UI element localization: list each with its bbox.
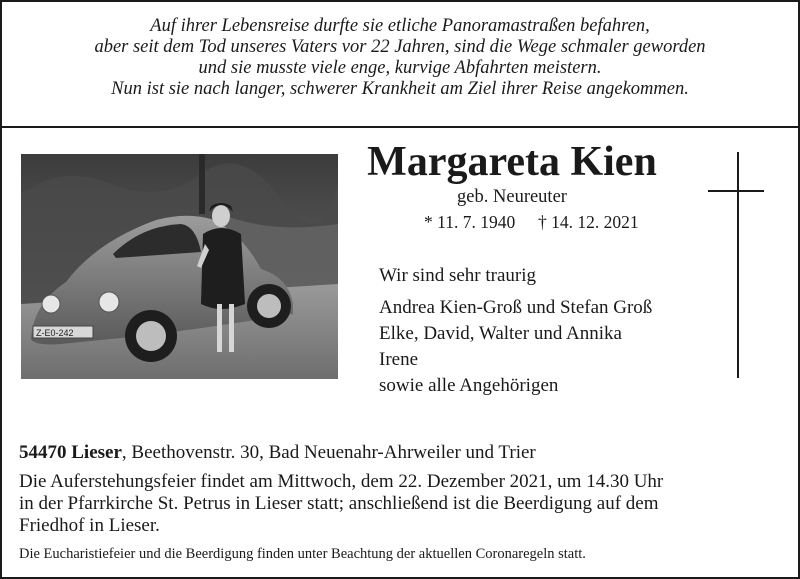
service-line: Die Auferstehungsfeier findet am Mittwoch, dem 22. Dezember 2021, um 14.30 Uhr xyxy=(19,471,664,492)
poem-line: Nun ist sie nach langer, schwerer Krankheit am Ziel ihrer Reise angekommen. xyxy=(111,79,689,99)
mourner-name: Irene xyxy=(379,349,419,370)
service-line: in der Pfarrkirche St. Petrus in Lieser statt; anschließend ist die Beerdigung auf dem xyxy=(19,493,659,514)
poem-line: und sie musste viele enge, kurvige Abfahrten meistern. xyxy=(198,58,602,78)
mourner-name: sowie alle Angehörigen xyxy=(379,375,559,396)
birth-name: geb. Neureuter xyxy=(457,187,567,207)
death-date: † 14. 12. 2021 xyxy=(537,212,639,232)
life-dates xyxy=(424,211,639,233)
postal-city: 54470 Lieser xyxy=(19,442,122,463)
poem-line: aber seit dem Tod unseres Vaters vor 22 Jahren, sind die Wege schmaler geworden xyxy=(94,37,706,57)
service-line: Friedhof in Lieser. xyxy=(19,515,160,536)
vintage-car-photo xyxy=(21,154,338,379)
funeral-service-info xyxy=(19,471,794,537)
poem xyxy=(0,16,800,100)
covid-note: Die Eucharistiefeier und die Beerdigung finden unter Beachtung der aktuellen Coronaregeln statt. xyxy=(19,546,586,562)
address-rest: , Beethovenstr. 30, Bad Neuenahr-Ahrweiler und Trier xyxy=(121,442,536,463)
section-divider xyxy=(0,126,800,128)
mourner-name: Andrea Kien-Groß und Stefan Groß xyxy=(379,297,653,318)
mourner-name: Elke, David, Walter und Annika xyxy=(379,323,622,344)
poem-line: Auf ihrer Lebensreise durfte sie etliche Panoramastraßen befahren, xyxy=(150,16,650,36)
license-plate: Z-E0-242 xyxy=(36,328,74,338)
mourners-list xyxy=(379,263,652,399)
portrait-photo xyxy=(21,154,338,379)
deceased-name: Margareta Kien xyxy=(367,139,657,185)
birth-date: * 11. 7. 1940 xyxy=(424,212,516,232)
family-address xyxy=(19,441,536,464)
mourners-intro: Wir sind sehr traurig xyxy=(379,265,537,286)
latin-cross-icon xyxy=(708,152,764,378)
